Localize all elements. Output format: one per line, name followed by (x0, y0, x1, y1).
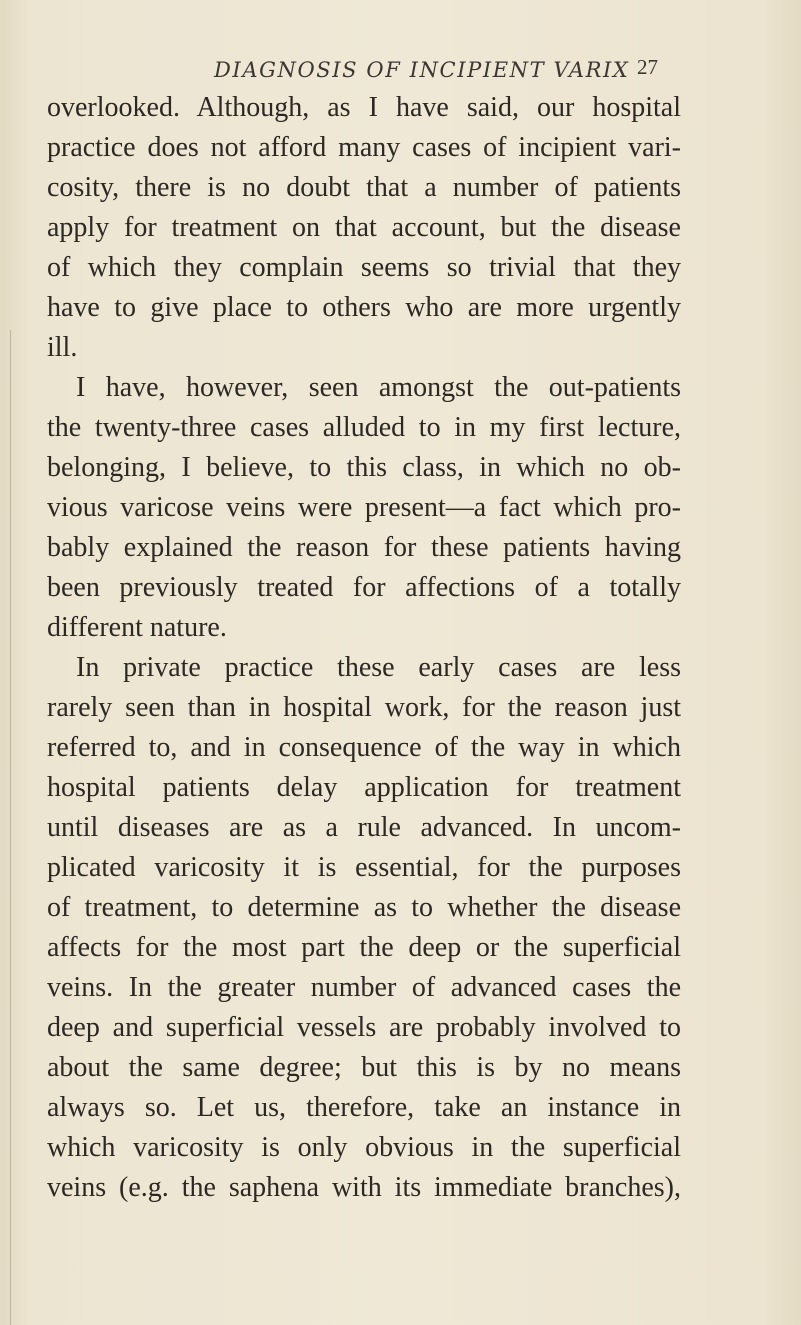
text-line: until diseases are as a rule advanced. In uncom- (47, 812, 681, 843)
text-line: I have, however, seen amongst the out-patients (76, 372, 681, 403)
text-line: which varicosity is only obvious in the superficial (47, 1132, 681, 1163)
text-line: veins (e.g. the saphena with its immediate branches), (47, 1172, 681, 1203)
text-line: of treatment, to determine as to whether the disease (47, 892, 681, 923)
text-line: overlooked. Although, as I have said, our hospital (47, 92, 681, 123)
text-line: veins. In the greater number of advanced cases the (47, 972, 681, 1003)
text-line: deep and superficial vessels are probably involved to (47, 1012, 681, 1043)
text-line: different nature. (47, 612, 227, 643)
text-line: referred to, and in consequence of the way in which (47, 732, 681, 763)
page-number: 27 (637, 55, 658, 79)
text-line: about the same degree; but this is by no means (47, 1052, 681, 1083)
running-title: DIAGNOSIS OF INCIPIENT VARIX (214, 58, 630, 82)
text-line: ill. (47, 332, 78, 363)
running-head (0, 50, 801, 90)
text-line: cosity, there is no doubt that a number of patients (47, 172, 681, 203)
text-line: practice does not afford many cases of incipient vari- (47, 132, 681, 163)
text-line: apply for treatment on that account, but the disease (47, 212, 681, 243)
text-line: have to give place to others who are more urgently (47, 292, 681, 323)
text-line: rarely seen than in hospital work, for the reason just (47, 692, 681, 723)
text-line: always so. Let us, therefore, take an instance in (47, 1092, 681, 1123)
text-line: belonging, I believe, to this class, in which no ob- (47, 452, 681, 483)
text-line: In private practice these early cases are less (76, 652, 681, 683)
text-line: of which they complain seems so trivial that they (47, 252, 681, 283)
text-line: bably explained the reason for these patients having (47, 532, 681, 563)
text-line: plicated varicosity it is essential, for the purposes (47, 852, 681, 883)
text-line: hospital patients delay application for treatment (47, 772, 681, 803)
page-edge-rule (10, 330, 11, 1325)
text-line: affects for the most part the deep or the superficial (47, 932, 681, 963)
text-line: vious varicose veins were present—a fact which pro- (47, 492, 681, 523)
text-line: been previously treated for affections of a totally (47, 572, 681, 603)
text-line: the twenty-three cases alluded to in my first lecture, (47, 412, 681, 443)
